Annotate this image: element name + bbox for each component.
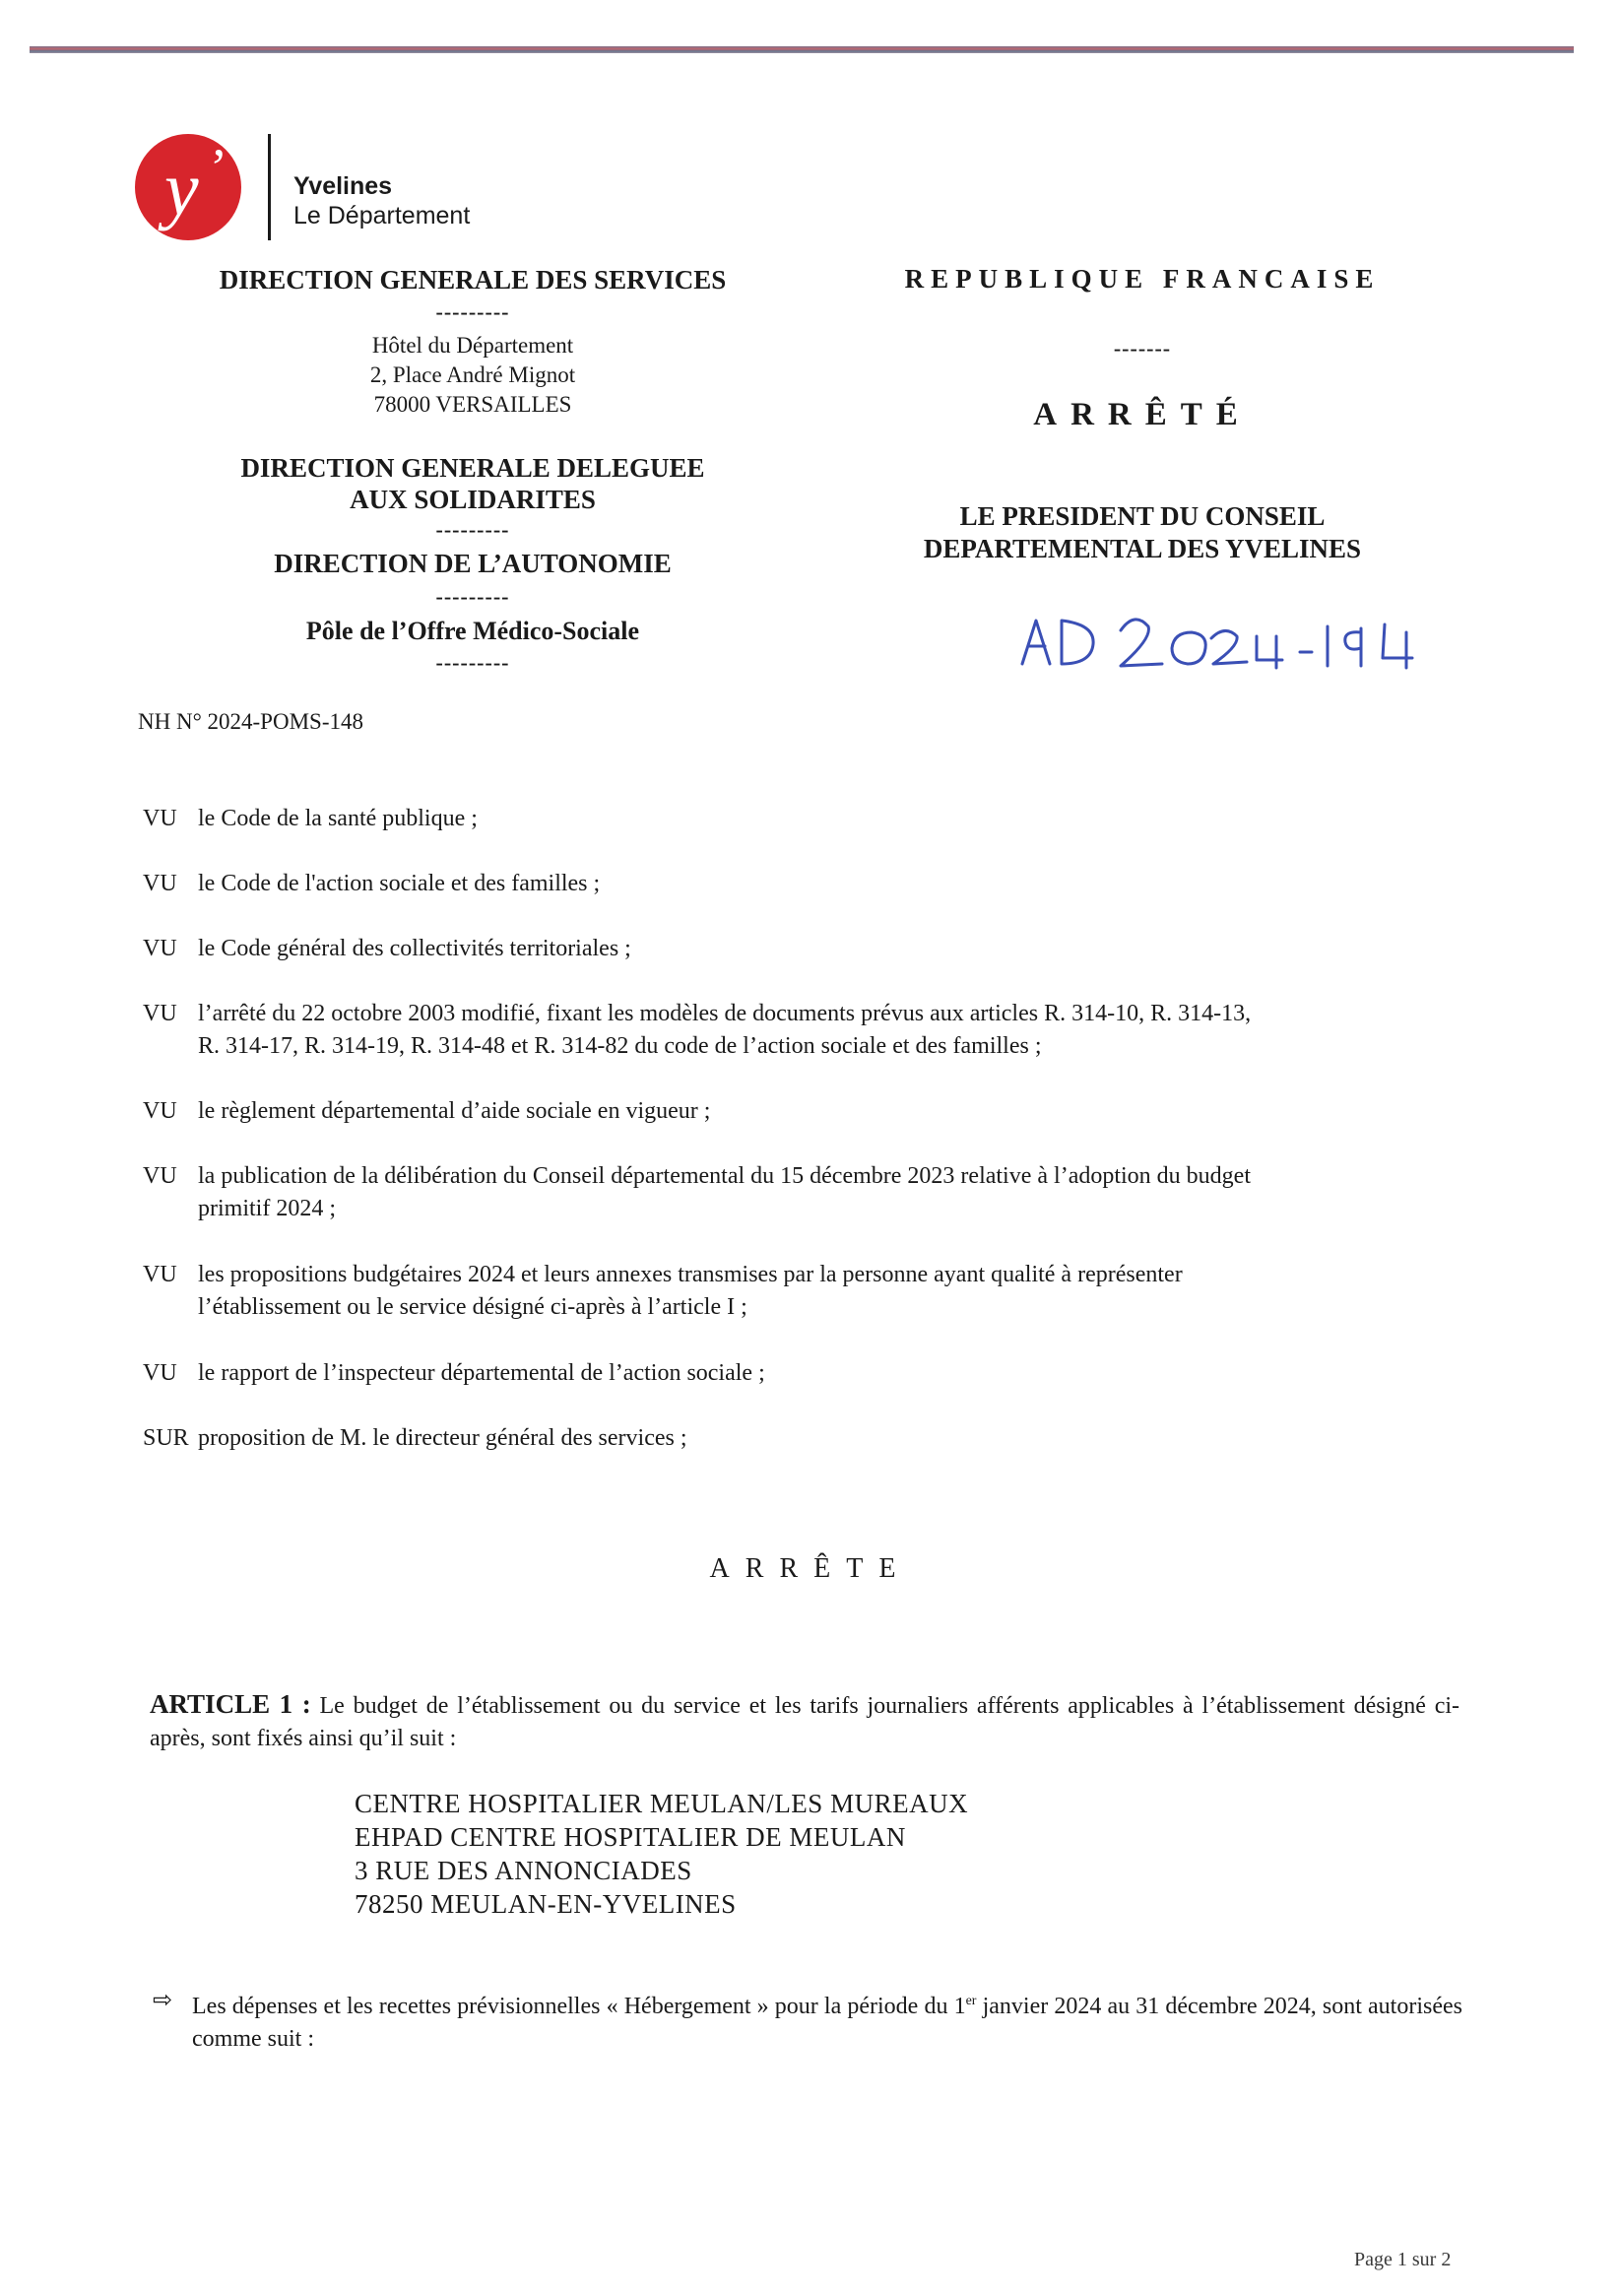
address-line-2: 2, Place André Mignot bbox=[369, 362, 576, 387]
visa-keyword: VU bbox=[143, 1098, 177, 1124]
visa-keyword: SUR bbox=[143, 1425, 189, 1451]
arrow-right-icon: ⇨ bbox=[153, 1986, 173, 2013]
logo-subtitle: Le Département bbox=[293, 202, 471, 230]
direction-deleguee-line-2: AUX SOLIDARITES bbox=[350, 485, 596, 514]
direction-autonomie: DIRECTION DE L’AUTONOMIE bbox=[274, 549, 672, 578]
visa-item: VU le Code de l'action sociale et des familles ; bbox=[143, 868, 1462, 900]
arrete-heading: ARRÊTE bbox=[709, 1553, 912, 1584]
visa-keyword: VU bbox=[143, 871, 177, 896]
svg-text:’: ’ bbox=[210, 138, 227, 197]
svg-text:y: y bbox=[164, 146, 199, 231]
article-1-text: Le budget de l’établissement ou du service et les tarifs journaliers afférents applicables à l’établissement désigné ci-après, sont fixés ainsi qu’il suit : bbox=[150, 1693, 1459, 1751]
visa-item: VU la publication de la délibération du Conseil départemental du 15 décembre 2023 relative à l’adoption du budget primitif 2024 ; bbox=[143, 1160, 1462, 1225]
logo-name: Yvelines bbox=[293, 172, 393, 200]
visa-keyword: VU bbox=[143, 1163, 177, 1189]
visa-keyword: VU bbox=[143, 1001, 177, 1026]
pole-offre: Pôle de l’Offre Médico-Sociale bbox=[305, 617, 640, 645]
visa-keyword: VU bbox=[143, 1360, 177, 1386]
address-line-3: 78000 VERSAILLES bbox=[373, 392, 572, 417]
visa-keyword: VU bbox=[143, 1262, 177, 1287]
visa-item: VU l’arrêté du 22 octobre 2003 modifié, fixant les modèles de documents prévus aux articles R. 314-10, R. 314-13, R. 314-17, R. 314-19, R. 314-48 et R. 314-82 du code de l’action sociale et des familles ; bbox=[143, 998, 1462, 1063]
article-1 bbox=[150, 1688, 1459, 1755]
separator: --------- bbox=[435, 584, 510, 609]
separator: --------- bbox=[435, 517, 510, 542]
visa-item: VU le rapport de l’inspecteur départemental de l’action sociale ; bbox=[143, 1357, 1462, 1390]
visa-keyword: VU bbox=[143, 936, 177, 961]
visa-item: VU le Code général des collectivités territoriales ; bbox=[143, 933, 1462, 965]
republique-francaise: REPUBLIQUE FRANCAISE bbox=[904, 264, 1381, 294]
address-line-1: Hôtel du Département bbox=[371, 333, 574, 358]
separator: ------- bbox=[1113, 336, 1172, 361]
establishment-line-3: 3 RUE DES ANNONCIADES bbox=[355, 1856, 692, 1885]
reference-number: NH N° 2024-POMS-148 bbox=[138, 709, 363, 734]
visa-item: VU les propositions budgétaires 2024 et leurs annexes transmises par la personne ayant qualité à représenter l’établissement ou le service désigné ci-après à l’article I ; bbox=[143, 1259, 1462, 1324]
visa-item: VU le Code de la santé publique ; bbox=[143, 803, 1462, 835]
visa-item: SUR proposition de M. le directeur général des services ; bbox=[143, 1422, 1462, 1455]
page-number: Page 1 sur 2 bbox=[1354, 2249, 1452, 2270]
establishment-block bbox=[355, 1787, 968, 1921]
scan-top-border bbox=[30, 46, 1574, 53]
establishment-line-1: CENTRE HOSPITALIER MEULAN/LES MUREAUX bbox=[355, 1789, 969, 1818]
separator: --------- bbox=[435, 299, 510, 324]
president-line-2: DEPARTEMENTAL DES YVELINES bbox=[923, 534, 1362, 563]
visa-item: VU le règlement départemental d’aide sociale en vigueur ; bbox=[143, 1095, 1462, 1128]
president-line-1: LE PRESIDENT DU CONSEIL bbox=[959, 501, 1326, 531]
logo-separator bbox=[268, 134, 271, 240]
direction-deleguee-line-1: DIRECTION GENERALE DELEGUEE bbox=[240, 453, 705, 483]
separator: --------- bbox=[435, 650, 510, 675]
direction-generale: DIRECTION GENERALE DES SERVICES bbox=[219, 265, 727, 295]
handwritten-reference bbox=[1014, 603, 1448, 691]
yvelines-logo-icon bbox=[135, 128, 253, 246]
article-1-label: ARTICLE 1 : bbox=[150, 1689, 311, 1719]
depenses-paragraph: Les dépenses et les recettes prévisionnelles « Hébergement » pour la période du 1er janvier 2024 au 31 décembre 2024, sont autorisées comme suit : bbox=[192, 1994, 1462, 2052]
establishment-line-2: EHPAD CENTRE HOSPITALIER DE MEULAN bbox=[355, 1822, 906, 1852]
arrete-title: ARRÊTÉ bbox=[1033, 397, 1252, 432]
visa-keyword: VU bbox=[143, 806, 177, 831]
establishment-line-4: 78250 MEULAN-EN-YVELINES bbox=[355, 1889, 737, 1919]
